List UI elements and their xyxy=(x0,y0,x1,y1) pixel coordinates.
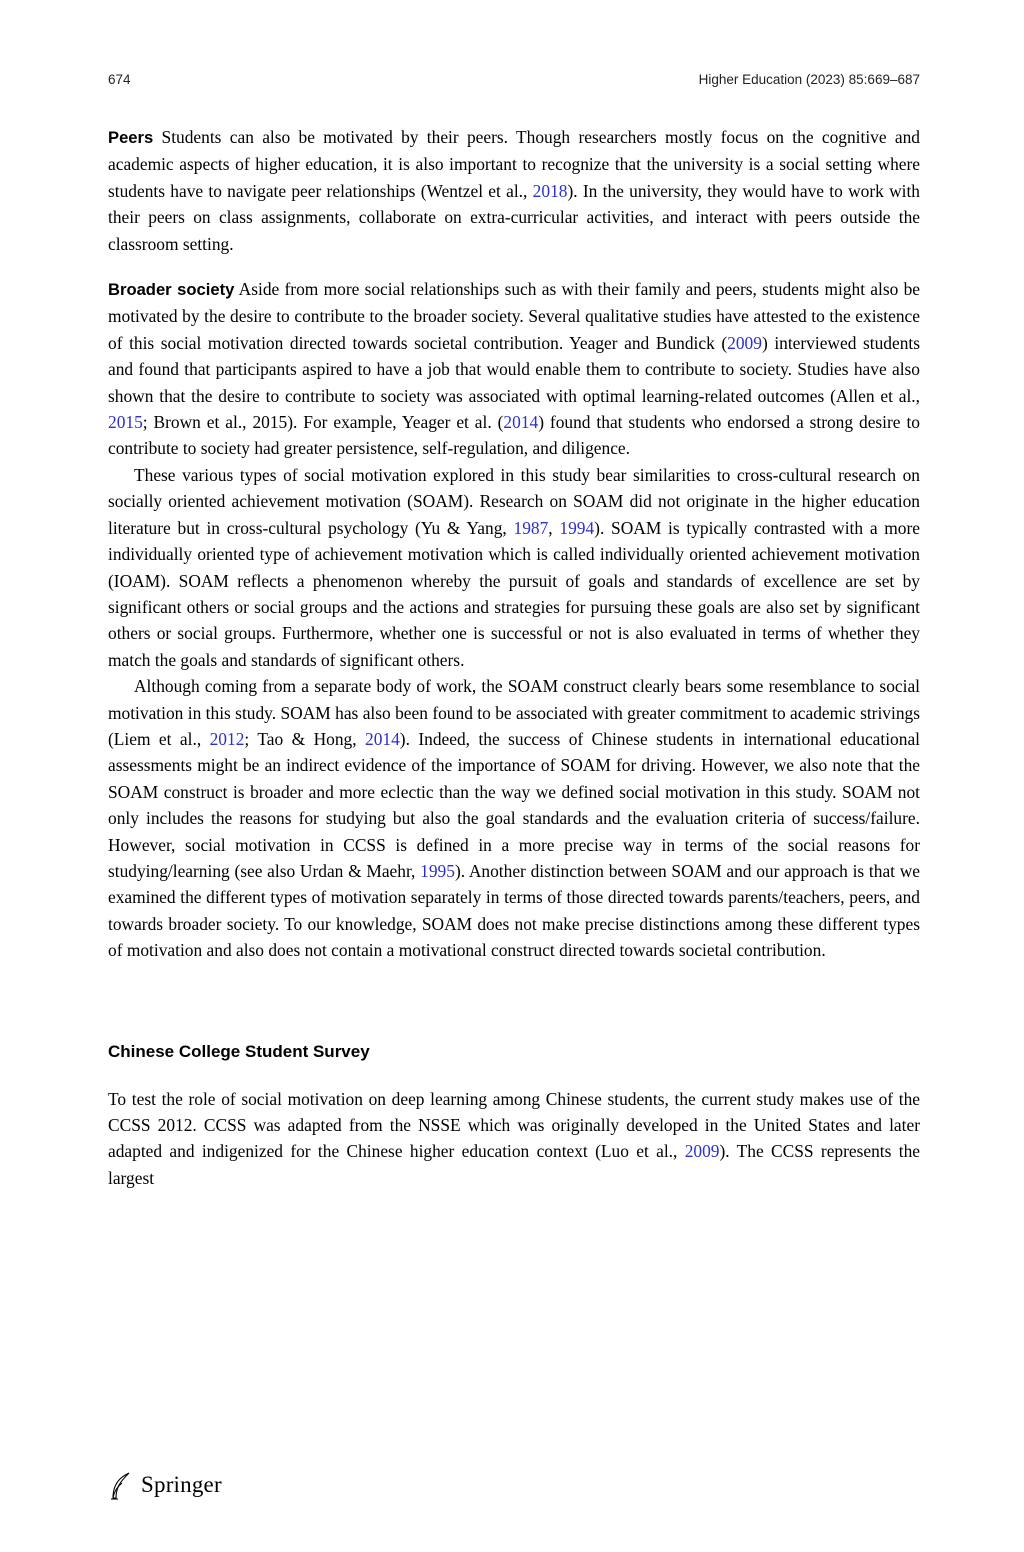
paragraph-text: ; Brown et al., 2015). For example, Yeager et al. ( xyxy=(142,412,504,433)
page-header xyxy=(108,72,920,87)
citation-link[interactable]: 2012 xyxy=(209,728,245,749)
citation-link[interactable]: 2009 xyxy=(727,332,762,353)
citation-link[interactable]: 1987 xyxy=(513,517,549,538)
citation-link[interactable]: 2014 xyxy=(503,412,539,433)
page-number: 674 xyxy=(108,72,131,87)
paragraph-text: Aside from more social relationships such as with their family and peers, students might also be motivated by the desire to contribute to the broader society. Several qualitative studies have attested to the existence of this social motivation directed towards societal contribution. Yeager and Bundick ( xyxy=(108,279,920,353)
paragraph-text: ). The CCSS represents the largest xyxy=(108,1141,920,1188)
paragraph-ccss xyxy=(108,1086,920,1192)
paragraph-text: To test the role of social motivation on deep learning among Chinese students, the current study makes use of the CCSS 2012. CCSS was adapted from the NSSE which was originally developed in the United States and later adapted and indigenized for the Chinese higher education context (Luo et al., xyxy=(108,1088,920,1162)
paragraph-text: Students can also be motivated by their peers. Though researchers mostly focus on the cognitive and academic aspects of higher education, it is also important to recognize that the university is a social setting where students have to navigate peer relationships (Wentzel et al., xyxy=(108,127,920,201)
paragraph-text: , xyxy=(548,517,560,538)
paragraph-text: ; Tao & Hong, xyxy=(244,728,365,749)
citation-link[interactable]: 2018 xyxy=(532,180,568,201)
paragraph-text: ). Another distinction between SOAM and our approach is that we examined the different types of motivation separately in terms of those directed towards parents/teachers, peers, and towards broader society. To our knowledge, SOAM does not make precise distinctions among these different types of motivation and also does not contain a motivational construct directed towards societal contribution. xyxy=(108,860,921,961)
paragraph-although xyxy=(108,673,920,963)
paragraph-text: These various types of social motivation explored in this study bear similarities to cross-cultural research on socially oriented achievement motivation (SOAM). Research on SOAM did not originate in the higher education literature but in cross-cultural psychology (Yu & Yang, xyxy=(108,464,920,538)
page-footer xyxy=(108,1470,222,1500)
citation-link[interactable]: 2014 xyxy=(365,728,400,749)
citation-link[interactable]: 1994 xyxy=(559,517,595,538)
paragraph-broader-society xyxy=(108,276,920,462)
paragraph-text: ) found that students who endorsed a strong desire to contribute to society had greater persistence, self-regulation, and diligence. xyxy=(108,412,920,459)
runin-heading-broader-society: Broader society xyxy=(108,280,235,300)
section-heading-ccss: Chinese College Student Survey xyxy=(108,1041,370,1061)
paragraph-text: ). SOAM is typically contrasted with a more individually oriented type of achievement motivation which is called individually oriented achievement motivation (IOAM). SOAM reflects a phenomenon whereby the pursuit of goals and standards of excellence are set by significant others or social groups and the actions and strategies for pursuing these goals are also set by significant others or social groups. Furthermore, whether one is successful or not is also evaluated in terms of whether they match the goals and standards of significant others. xyxy=(108,517,921,670)
paragraph-soam xyxy=(108,462,920,673)
paragraph-text: ) interviewed students and found that participants aspired to have a job that would enable them to contribute to society. Studies have also shown that the desire to contribute to society was associated with optimal learning-related outcomes (Allen et al., xyxy=(108,332,920,406)
citation-link[interactable]: 2009 xyxy=(684,1141,720,1162)
publisher-name: Springer xyxy=(141,1472,222,1497)
citation-link[interactable]: 1995 xyxy=(420,860,455,881)
paragraph-text: Although coming from a separate body of work, the SOAM construct clearly bears some resemblance to social motivation in this study. SOAM has also been found to be associated with greater commitment to academic strivings (Liem et al., xyxy=(108,676,920,749)
paragraph-text: ). Indeed, the success of Chinese students in international educational assessments might be an indirect evidence of the importance of SOAM for driving. However, we also note that the SOAM construct is broader and more eclectic than the way we defined social motivation in this study. SOAM not only includes the reasons for studying but also the goal standards and the evaluation criteria of success/failure. However, social motivation in CCSS is defined in a more precise way in terms of the social reasons for studying/learning (see also Urdan & Maehr, xyxy=(108,728,920,881)
section-spacer xyxy=(108,1062,920,1086)
runin-heading-peers: Peers xyxy=(108,128,154,147)
citation-link[interactable]: 2015 xyxy=(108,412,143,433)
page-content xyxy=(108,124,920,1191)
paragraph-peers xyxy=(108,124,920,257)
section-spacer xyxy=(108,964,920,1042)
journal-reference: Higher Education (2023) 85:669–687 xyxy=(698,72,920,87)
paragraph-text: ). In the university, they would have to work with their peers on class assignments, collaborate on extra-curricular activities, and interact with peers outside the classroom setting. xyxy=(108,180,921,254)
springer-logo-icon xyxy=(108,1470,132,1500)
